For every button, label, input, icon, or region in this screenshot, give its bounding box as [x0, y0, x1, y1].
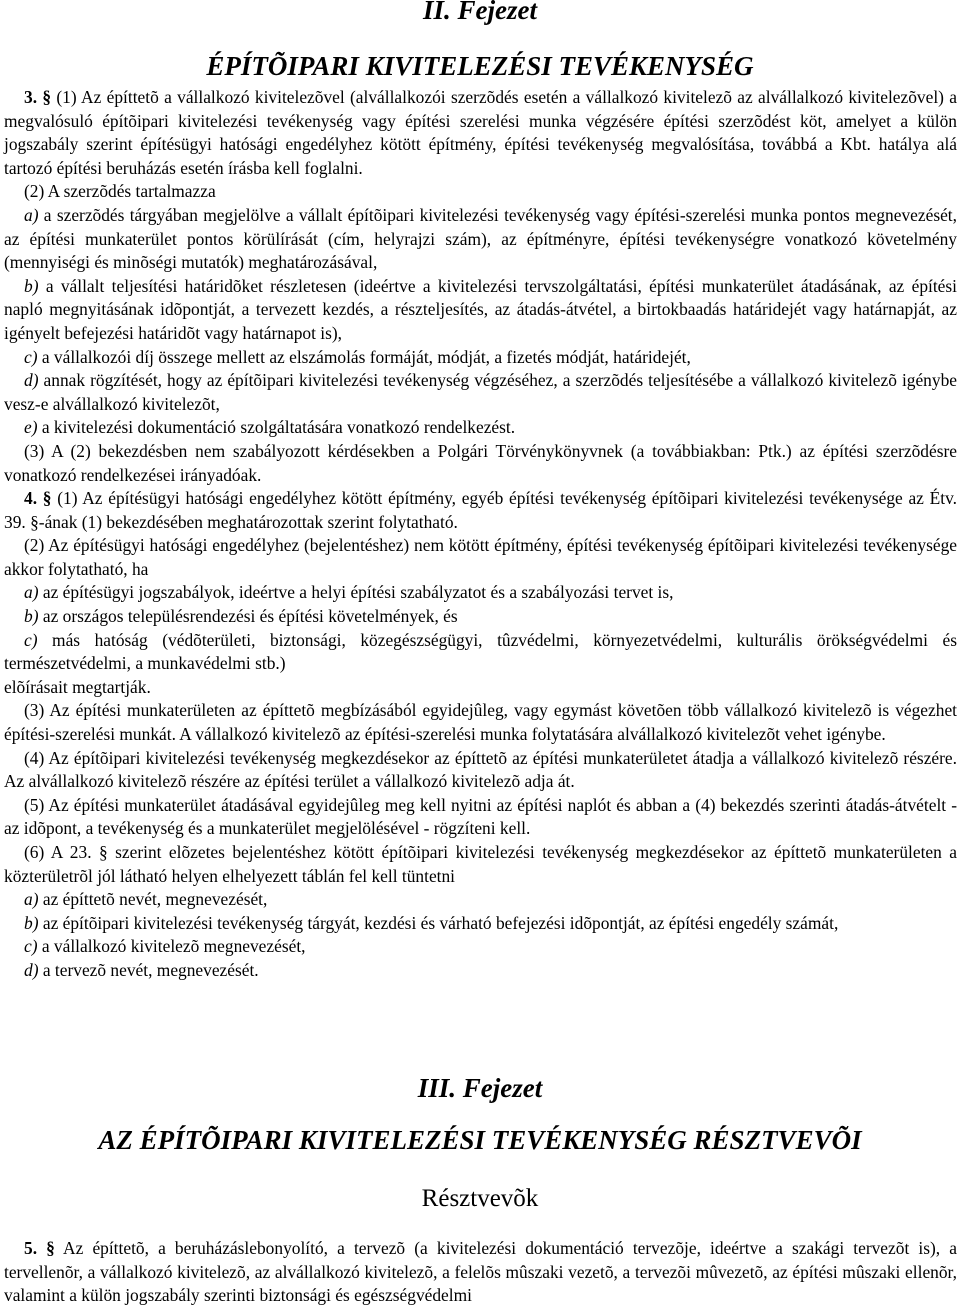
chapter-subtitle: Résztvevõk — [421, 1185, 539, 1212]
list-item — [4, 888, 957, 912]
chapter-heading: II. Fejezet — [423, 0, 537, 25]
list-item — [4, 204, 957, 275]
paragraph-text: (1) Az építésügyi hatósági engedélyhez kötött építmény, egyéb építési tevékenység építõipari kivitelezési tevékenysége az Étv. 39. §-ának (1) bekezdésében meghatározottak szerint folytatható. — [4, 488, 957, 532]
list-text: a vállalkozói díj összege mellett az elszámolás formáját, módját, a fizetés módját, határidejét, — [37, 346, 691, 367]
chapter-title: ÉPÍTÕIPARI KIVITELEZÉSI TEVÉKENYSÉG — [206, 51, 754, 81]
list-text: a vállalt teljesítési határidõket részletesen (ideértve a kivitelezési tervszolgáltatási, építési munkaterület átadásának, az építési napló megnyitásának idõpontját, a tervezett kezdés, a részteljesítés, az átadás-átvétel, a birtokbaadás határidejét vagy határnapját, az igényelt befejezési határidõt vagy határnapot is), — [4, 275, 957, 343]
list-text: a szerzõdés tárgyában megjelölve a vállalt építõipari kivitelezési tevékenység vagy építési-szerelési munka pontos megnevezését, az építési munkaterület pontos körülírását (cím, helyrajzi szám), az építményre, építési tevékenységre vonatkozó követelmény (mennyiségi és minõségi mutatók) meghatározásával, — [4, 204, 957, 273]
list-letter: b) — [24, 606, 39, 627]
list-item — [4, 605, 957, 629]
list-text: az építésügyi jogszabályok, ideértve a helyi építési szabályzatot és a szabályozási tervet is, — [38, 582, 674, 603]
chapter-title: AZ ÉPÍTÕIPARI KIVITELEZÉSI TEVÉKENYSÉG RÉSZTVEVÕI — [98, 1125, 862, 1155]
list-letter: c) — [24, 936, 38, 957]
list-letter: d) — [24, 959, 39, 980]
section-3-paragraph-2-intro: (2) A szerzõdés tartalmazza — [24, 181, 216, 202]
section-5-paragraph — [4, 1237, 957, 1308]
section-symbol: § — [42, 488, 52, 509]
list-letter: c) — [24, 629, 38, 650]
list-item — [4, 912, 957, 936]
list-text: a kivitelezési dokumentáció szolgáltatására vonatkozó rendelkezést. — [37, 417, 516, 438]
section-4-paragraph-6-intro: (6) A 23. § szerint elõzetes bejelentéshez kötött építõipari kivitelezési tevékenység megkezdésekor az építtetõ munkaterületen a közterületrõl jól látható helyen elhelyezett táblán fel kell tüntetni — [4, 842, 957, 886]
list-letter: b) — [24, 912, 39, 933]
section-4-paragraph-1 — [4, 487, 957, 534]
list-letter: d) — [24, 370, 39, 391]
paragraph-text: (1) Az építtetõ a vállalkozó kivitelezõvel (alvállalkozói szerzõdés esetén a vállalkozó kivitelezõ az alvállalkozó kivitelezõvel) a megvalósuló építõipari kivitelezési tevékenység vagy építési szerelési munka végzésére építési szerzõdést köt, amelyet a külön jogszabály szerint építésügyi hatósági engedélyhez kötött építmény, építési tevékenység megvalósítása, továbbá a Kbt. hatálya alá tartozó építési beruházás esetén írásba kell foglalni. — [4, 87, 957, 178]
list-item — [4, 275, 957, 346]
chapter-heading: III. Fejezet — [417, 1073, 543, 1103]
section-4-paragraph-5: (5) Az építési munkaterület átadásával egyidejûleg meg kell nyitni az építési naplót és abban a (4) bekezdés szerinti átadás-átvételt - az idõpont, a tevékenység és a munkaterület megjelölésével - rögzíteni kell. — [4, 794, 957, 839]
list-text: más hatóság (védõterületi, biztonsági, közegészségügyi, tûzvédelmi, környezetvédelmi, kulturális örökségvédelmi és természetvédelmi, a munkavédelmi stb.) — [4, 629, 957, 674]
list-item — [4, 416, 957, 440]
list-letter: a) — [24, 204, 39, 225]
list-letter: a) — [24, 889, 39, 910]
list-item — [4, 629, 957, 676]
section-number: 4. — [24, 488, 38, 509]
section-4-paragraph-2-intro: (2) Az építésügyi hatósági engedélyhez (bejelentéshez) nem kötött építmény, építési tevékenység építõipari kivitelezési tevékenysége akkor folytatható, ha — [4, 535, 957, 579]
list-item — [4, 346, 957, 370]
section-4-paragraph-3: (3) Az építési munkaterületen az építtetõ megbízásából egyidejûleg, vagy egymást követõen több vállalkozó kivitelezõ is végezhet építési-szerelési munkát. A vállalkozó kivitelezõ az építési-szerelési munka folytatására alvállalkozó kivitelezõt vehet igénybe. — [4, 700, 957, 745]
section-number: 3. — [24, 87, 38, 107]
list-letter: c) — [24, 346, 38, 367]
section-symbol: § — [46, 1238, 55, 1258]
paragraph-text: Az építtetõ, a beruházáslebonyolító, a tervezõ (a kivitelezési dokumentáció tervezõje, ideértve a szakági tervezõt is), a tervellenõr, a vállalkozó kivitelezõ, az alvállalkozó kivitelezõ, a felelõs mûszaki vezetõ, a tervezõi mûvezetõ, az építési mûszaki ellenõr, valamint a külön jogszabály szerinti biztonsági és egészségvédelmi — [4, 1238, 957, 1306]
list-letter: a) — [24, 582, 39, 603]
section-4-paragraph-2-tail: elõírásait megtartják. — [4, 676, 151, 697]
list-letter: e) — [24, 417, 38, 438]
list-text: az építtetõ nevét, megnevezését, — [38, 889, 268, 910]
section-3-paragraph-1 — [4, 86, 957, 180]
list-item — [4, 935, 957, 959]
list-item — [4, 369, 957, 416]
list-text: az építõipari kivitelezési tevékenység tárgyát, kezdési és várható befejezési idõpontját, az építési engedély számát, — [38, 912, 839, 933]
section-4-paragraph-4: (4) Az építõipari kivitelezési tevékenység megkezdésekor az építtetõ az építési munkaterületet átadja a vállalkozó kivitelezõ részére. Az alvállalkozó kivitelezõ részére az építési terület a vállalkozó kivitelezõ adja át. — [4, 747, 957, 792]
section-5 — [4, 1237, 957, 1308]
list-text: a tervezõ nevét, megnevezését. — [38, 959, 259, 980]
list-item — [4, 581, 957, 605]
section-3 — [4, 86, 957, 983]
list-text: a vállalkozó kivitelezõ megnevezését, — [37, 936, 306, 957]
section-symbol: § — [42, 87, 52, 107]
list-text: az országos településrendezési és építési követelmények, és — [38, 606, 458, 627]
list-letter: b) — [24, 275, 39, 296]
section-3-paragraph-3: (3) A (2) bekezdésben nem szabályozott kérdésekben a Polgári Törvénykönyvnek (a továbbiakban: Ptk.) az építési szerzõdésre vonatkozó rendelkezései irányadóak. — [4, 440, 957, 485]
list-item — [4, 959, 957, 983]
section-number: 5. — [24, 1238, 38, 1258]
list-text: annak rögzítését, hogy az építõipari kivitelezési tevékenység végzéséhez, a szerzõdés teljesítésébe a vállalkozó kivitelezõ igénybe vesz-e alvállalkozó kivitelezõt, — [4, 370, 957, 414]
